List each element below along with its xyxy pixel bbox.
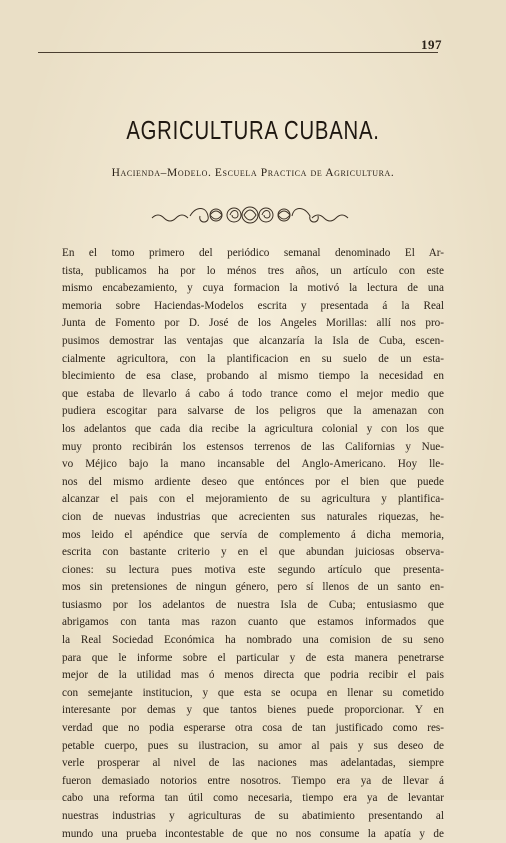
text-line: cion de nuevas industrias que acrecienten sus naturales riquezas, he- <box>62 510 444 523</box>
text-line: que estaba de llevarlo á cabo á todo trance como el mejor medio que <box>62 387 444 400</box>
text-line: la Real Sociedad Económica ha nombrado una comision de su seno <box>62 634 444 647</box>
text-line: tusiasmo por los adelantos de nuestra Isla de Cuba; entusiasmo que <box>62 598 444 611</box>
text-line: mejor de la utilidad mas ó menos directa que podria recibir el pais <box>62 669 444 682</box>
text-line: pudiera escogitar para salvarse de los peligros que la amenazan con <box>62 405 444 418</box>
text-line: nuestras industrias y agriculturas de su abatimiento presentando al <box>62 810 444 822</box>
text-line: cabo una reforma tan útil como necesaria, tiempo era ya de levantar <box>62 792 444 805</box>
text-line: nos del mismo ardiente deseo que entónces por el bien que puede <box>62 475 444 488</box>
header-rule <box>38 52 438 53</box>
text-line: pusimos demostrar las ventajas que alcanzaría la Isla de Cuba, escen- <box>62 334 444 347</box>
article-title: AGRICULTURA CUBANA. <box>126 115 380 145</box>
article-body <box>62 245 444 843</box>
text-line: mos sin pretensiones de ningun género, pero sí llenos de un santo en- <box>62 581 444 594</box>
text-line: tista, publicamos ha por lo ménos tres años, un artículo con este <box>62 264 444 277</box>
text-line: fueron demasiado notorios entre nosotros. Tiempo era ya de llevar á <box>62 774 444 787</box>
text-line: para que le informe sobre el particular y de esta manera penetrarse <box>62 651 444 664</box>
text-line: mos leido el apéndice que servía de complemento á dicha memoria, <box>62 528 444 541</box>
text-line: alcanzar el pais con el mejoramiento de su agricultura y plantifica- <box>62 493 444 506</box>
text-line: verle prosperar al nivel de las naciones mas adelantadas, siempre <box>62 757 444 770</box>
text-line: petable cuerpo, pues su ilustracion, su amor al pais y sus deseo de <box>62 739 444 752</box>
text-line: memoria sobre Haciendas-Modelos escrita y presentada á la Real <box>62 299 444 312</box>
article-subtitle: Hacienda–Modelo. Escuela Practica de Agricultura. <box>111 167 395 179</box>
text-line: escrita con bastante criterio y en el que abundan juiciosas observa- <box>62 546 444 559</box>
text-line: ciones: su lectura pues motiva este segundo artículo que presenta- <box>62 563 444 576</box>
text-line: muy pronto recibirán los estensos terrenos de las Californias y Nue- <box>62 440 444 453</box>
text-line: Junta de Fomento por D. José de los Angeles Morillas: allí nos pro- <box>62 317 444 330</box>
page-number: 197 <box>421 37 442 52</box>
text-line: vo Méjico bajo la mano incansable del Anglo-Americano. Hoy lle- <box>62 458 444 471</box>
text-line: abrigamos con tanta mas razon cuanto que estamos informados que <box>62 616 444 629</box>
text-line: blecimiento de esa clase, probando al mismo tiempo la necesidad en <box>62 370 444 383</box>
text-line: verdad que no podia esperarse otra cosa de tan justificado como res- <box>62 722 444 735</box>
text-line: cialmente agricultora, con la plantificacion en su suelo de un esta- <box>62 352 444 365</box>
text-line: con semejante institucion, y que esta se ocupa en llenar su cometido <box>62 686 444 699</box>
text-line: mundo una prueba incontestable de que no nos consume la apatía y de <box>62 827 444 840</box>
text-line: mismo encabezamiento, y cuya formacion la motivó la lectura de una <box>62 282 444 295</box>
text-line: interesante por demas y que tantos bienes puede proporcionar. Y en <box>62 704 444 717</box>
ornament-flourish-icon <box>150 204 350 226</box>
text-line: los adelantos que cada dia recibe la agricultura colonial y con los que <box>62 422 444 435</box>
text-line: En el tomo primero del periódico semanal denominado El Ar- <box>62 247 444 259</box>
